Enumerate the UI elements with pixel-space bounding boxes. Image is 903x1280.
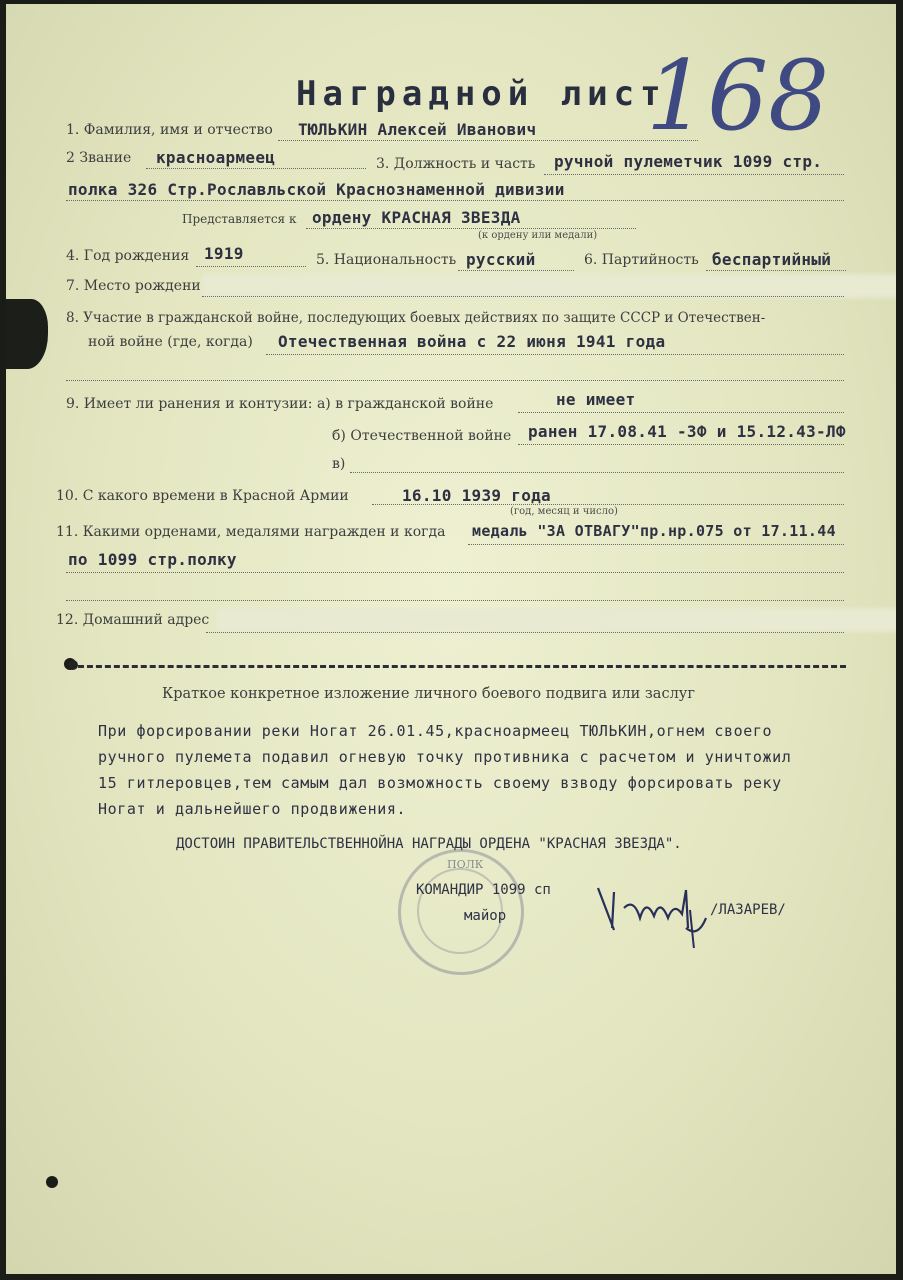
field-11-value-continued: по 1099 стр.полку <box>68 550 237 569</box>
field-12-line <box>206 632 844 633</box>
field-11-label: 11. Какими орденами, медалями награжден и когда <box>56 524 446 540</box>
field-8-label-line2: ной войне (где, когда) <box>88 334 253 350</box>
handwritten-signature <box>594 868 714 958</box>
field-9c-line <box>350 472 844 473</box>
summary-heading: Краткое конкретное изложение личного боевого подвига или заслуг <box>162 686 695 702</box>
field-5-label: 5. Национальность <box>316 252 457 268</box>
field-3-line <box>544 174 844 175</box>
field-8-line-2 <box>66 380 844 381</box>
field-10-value: 16.10 1939 года <box>402 486 551 505</box>
field-10-label: 10. С какого времени в Красной Армии <box>56 488 349 504</box>
field-9a-line <box>518 412 844 413</box>
field-3-line-2 <box>66 200 844 201</box>
summary-line-4: Ногат и дальнейшего продвижения. <box>98 800 407 818</box>
field-7-label: 7. Место рождени <box>66 278 201 294</box>
award-sheet-page <box>6 4 896 1274</box>
field-2-label: 2 Звание <box>66 150 132 166</box>
nominated-value: ордену КРАСНАЯ ЗВЕЗДА <box>312 208 521 227</box>
signature-scribble <box>594 868 714 948</box>
field-1-label: 1. Фамилия, имя и отчество <box>66 122 273 138</box>
field-3-value: ручной пулеметчик 1099 стр. <box>554 152 823 171</box>
field-7-line <box>202 296 844 297</box>
field-11-value: медаль "ЗА ОТВАГУ"пр.нр.075 от 17.11.44 <box>472 522 836 540</box>
field-11-line-2 <box>66 572 844 573</box>
field-8-line <box>266 354 844 355</box>
field-6-value: беспартийный <box>712 250 832 269</box>
divider-dot <box>68 660 78 670</box>
field-9-label: 9. Имеет ли ранения и контузии: а) в гражданской войне <box>66 396 494 412</box>
field-11-line-3 <box>66 600 844 601</box>
registration-number: 168 <box>646 40 830 152</box>
stamp-text: ПОЛК <box>447 858 484 871</box>
field-4-label: 4. Год рождения <box>66 248 190 264</box>
field-3-value-continued: полка 326 Стр.Рославльской Краснознаменной дивизии <box>68 180 565 199</box>
field-1-line <box>278 140 698 141</box>
summary-conclusion: ДОСТОИН ПРАВИТЕЛЬСТВЕННОЙНА НАГРАДЫ ОРДЕНА "КРАСНАЯ ЗВЕЗДА". <box>176 836 682 852</box>
field-4-value: 1919 <box>204 244 244 263</box>
field-8-label-line1: 8. Участие в гражданской войне, последующих боевых действиях по защите СССР и Отечествен- <box>66 310 766 326</box>
ink-blot <box>6 299 48 369</box>
section-divider <box>78 665 846 668</box>
field-2-line <box>146 168 366 169</box>
field-9a-value: не имеет <box>556 390 636 409</box>
redacted-birthplace <box>202 274 896 298</box>
signatory-name: /ЛАЗАРЕВ/ <box>710 902 786 918</box>
signatory-position: КОМАНДИР 1099 сп <box>416 882 551 898</box>
summary-line-3: 15 гитлеровцев,тем самым дал возможность своему взводу форсировать реку <box>98 774 782 792</box>
field-6-label: 6. Партийность <box>584 252 699 268</box>
nominated-label: Представляется к <box>182 212 297 226</box>
nominated-hint: (к ордену или медали) <box>478 230 598 241</box>
punch-hole-2 <box>46 1176 58 1188</box>
field-2-value: красноармеец <box>156 148 276 167</box>
field-5-line <box>458 270 574 271</box>
field-9b-label: б) Отечественной войне <box>332 428 512 444</box>
document-title: Наградной лист <box>296 74 667 114</box>
field-9c-label: в) <box>332 456 346 472</box>
field-8-value: Отечественная война с 22 июня 1941 года <box>278 332 666 351</box>
field-4-line <box>196 266 306 267</box>
field-10-hint: (год, месяц и число) <box>510 506 618 517</box>
field-9b-line <box>518 444 844 445</box>
field-11-line <box>468 544 844 545</box>
field-9b-value: ранен 17.08.41 -ЗФ и 15.12.43-ЛФ <box>528 422 846 441</box>
field-5-value: русский <box>466 250 536 269</box>
field-10-line <box>372 504 844 505</box>
summary-line-1: При форсировании реки Ногат 26.01.45,красноармеец ТЮЛЬКИН,огнем своего <box>98 722 773 740</box>
redacted-address <box>216 608 896 632</box>
field-1-value: ТЮЛЬКИН Алексей Иванович <box>298 120 537 139</box>
field-6-line <box>706 270 846 271</box>
field-12-label: 12. Домашний адрес <box>56 612 210 628</box>
field-3-label: 3. Должность и часть <box>376 156 536 172</box>
summary-line-2: ручного пулемета подавил огневую точку противника с расчетом и уничтожил <box>98 748 792 766</box>
signatory-rank: майор <box>464 908 507 924</box>
nominated-line <box>306 228 636 229</box>
